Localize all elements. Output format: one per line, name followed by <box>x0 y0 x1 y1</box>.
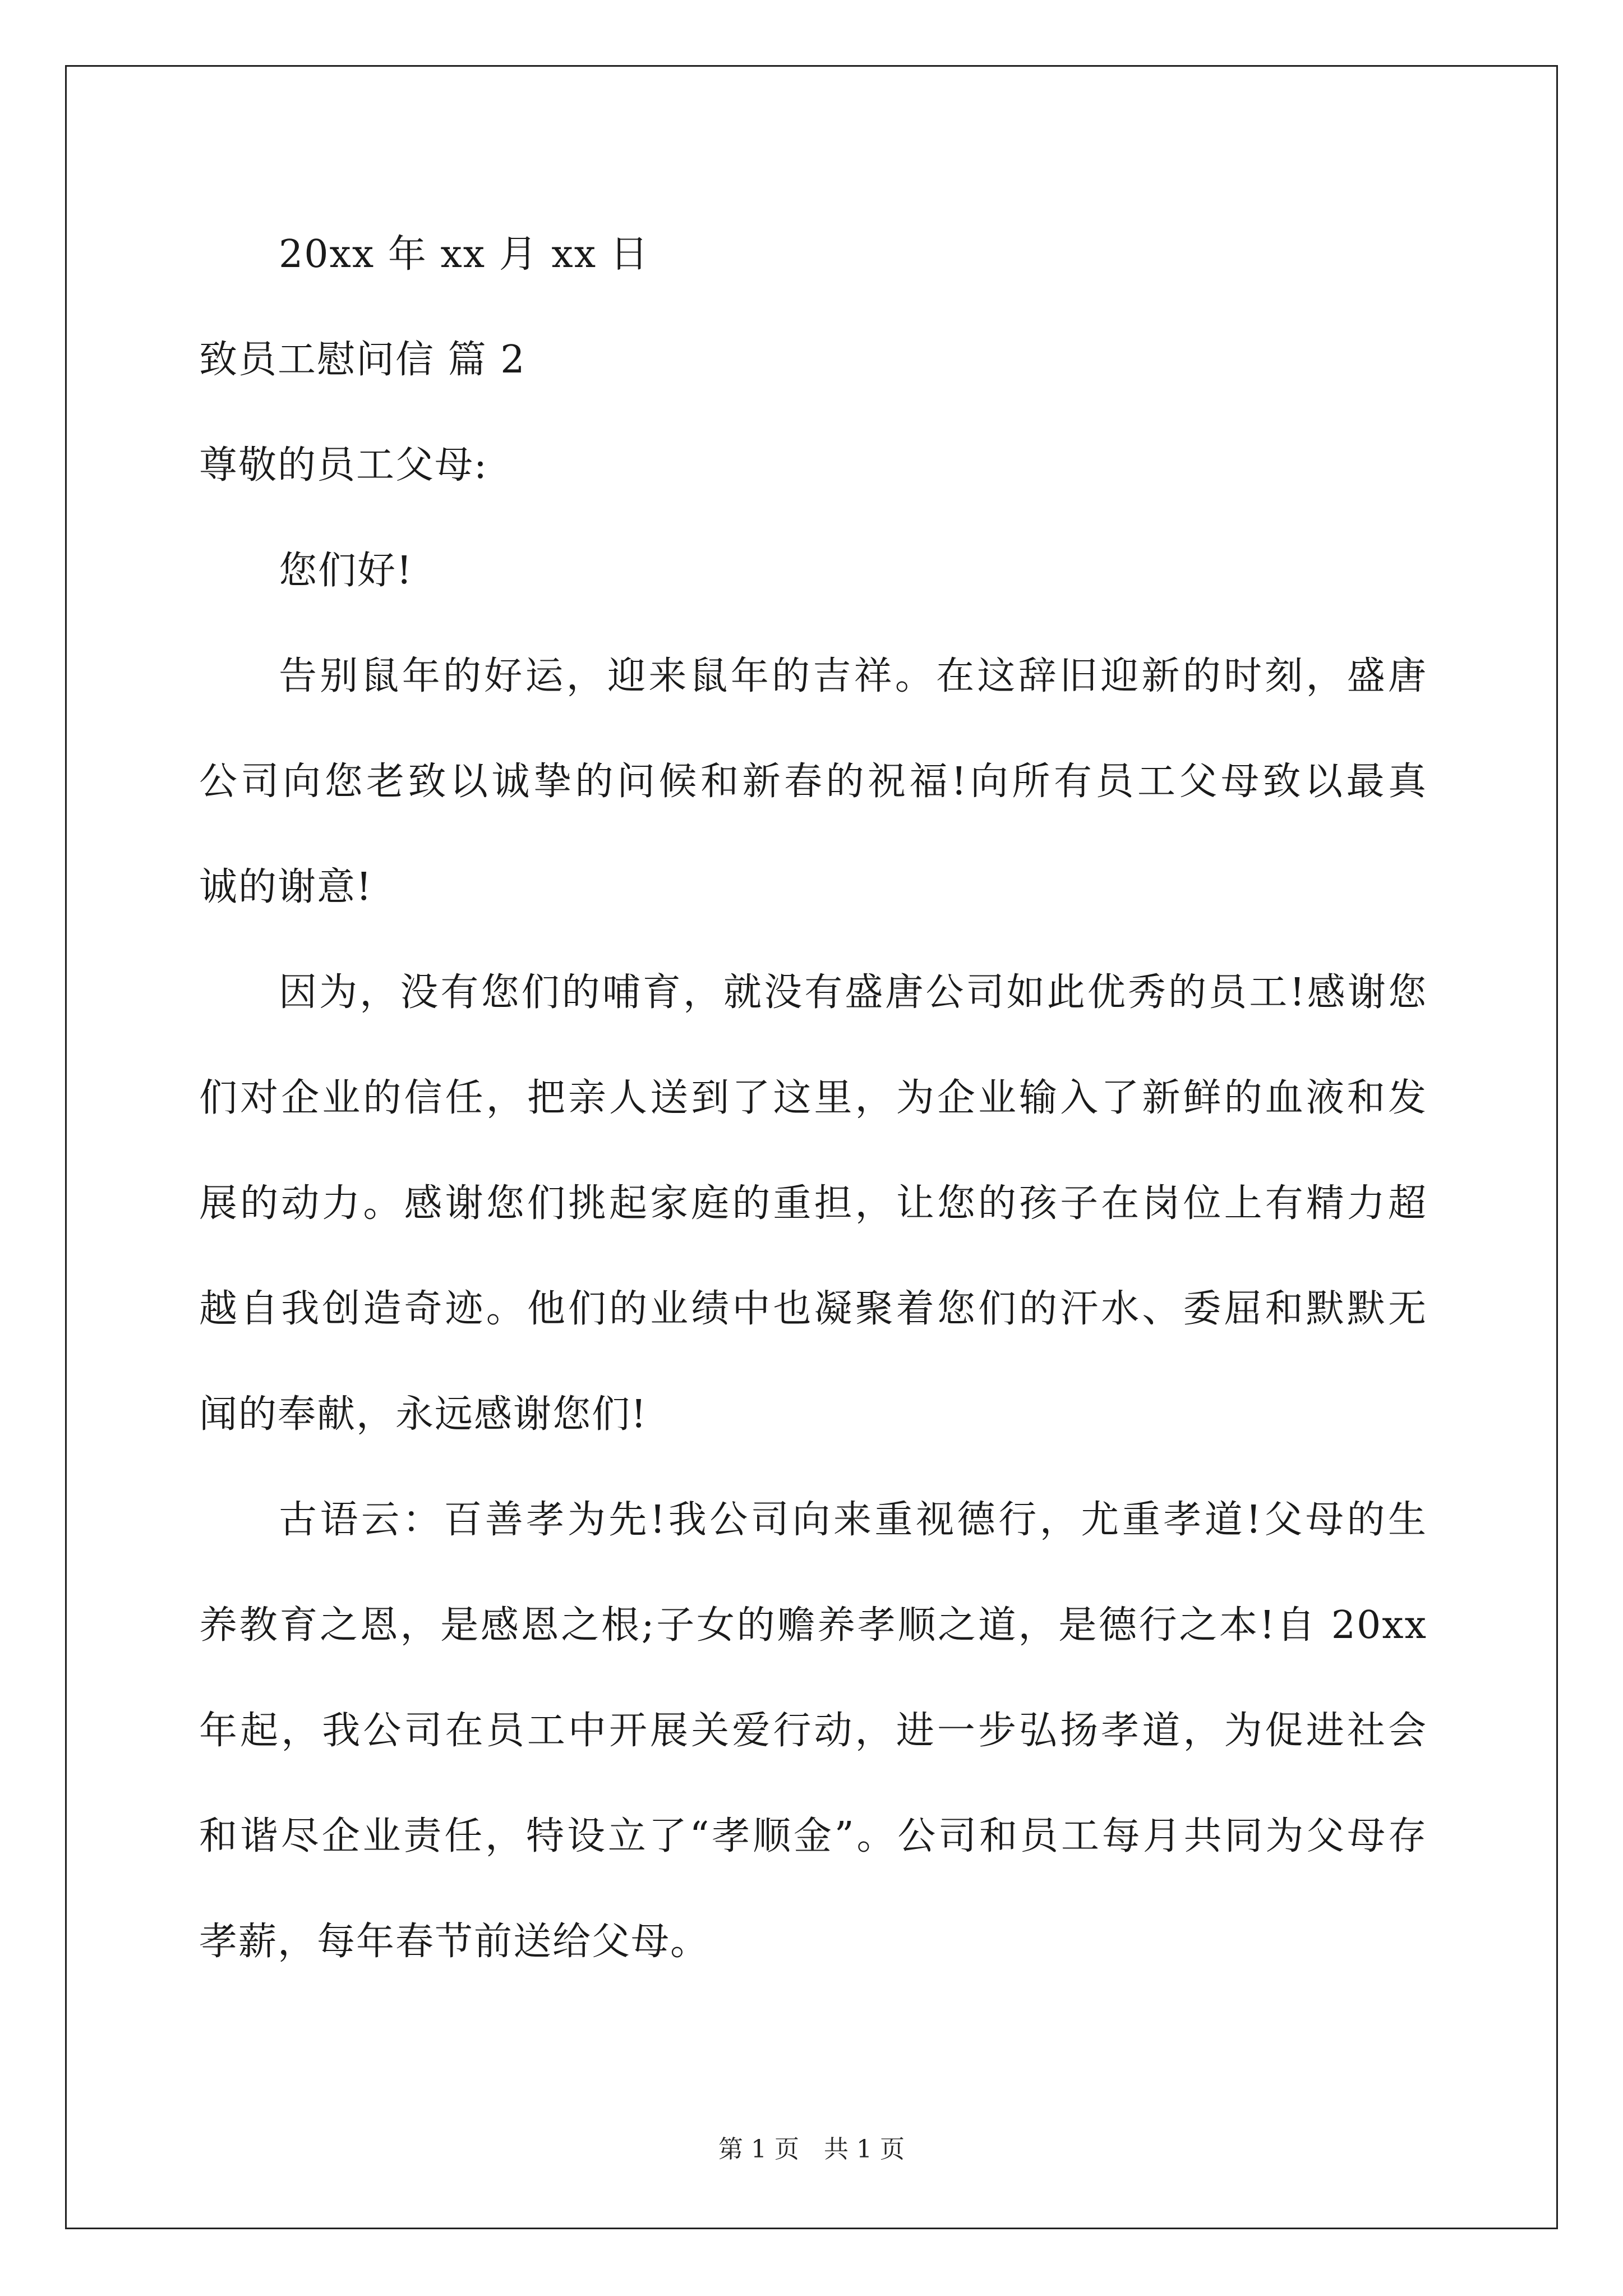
salutation: 尊敬的员工父母: <box>199 443 488 487</box>
paragraph-line: 告别鼠年的好运，迎来鼠年的吉祥。在这辞旧迎新的时刻，盛唐 <box>279 654 1427 698</box>
paragraph-line: 越自我创造奇迹。他们的业绩中也凝聚着您们的汗水、委屈和默默无 <box>199 1287 1427 1331</box>
paragraph-line: 公司向您老致以诚挚的问候和新春的祝福!向所有员工父母致以最真 <box>199 760 1427 804</box>
paragraph-line: 和谐尽企业责任，特设立了“孝顺金”。公司和员工每月共同为父母存 <box>199 1814 1427 1858</box>
page-number-footer: 第 1 页 共 1 页 <box>718 2135 905 2164</box>
paragraph-line: 因为，没有您们的哺育，就没有盛唐公司如此优秀的员工!感谢您 <box>279 970 1427 1015</box>
paragraph-3 <box>199 1467 1427 1995</box>
document-body <box>199 202 1427 1995</box>
paragraph-line: 们对企业的信任，把亲人送到了这里，为企业输入了新鲜的血液和发 <box>199 1076 1427 1120</box>
paragraph-line: 展的动力。感谢您们挑起家庭的重担，让您的孩子在岗位上有精力超 <box>199 1181 1427 1226</box>
paragraph-1 <box>199 624 1427 940</box>
paragraph-line: 孝薪，每年春节前送给父母。 <box>199 1920 710 1964</box>
letter-title: 致员工慰问信 篇 2 <box>199 338 526 382</box>
paragraph-2 <box>199 940 1427 1467</box>
paragraph-line: 诚的谢意! <box>199 865 373 909</box>
paragraph-line: 古语云：百善孝为先!我公司向来重视德行，尤重孝道!父母的生 <box>279 1498 1427 1542</box>
paragraph-line: 年起，我公司在员工中开展关爱行动，进一步弘扬孝道，为促进社会 <box>199 1709 1427 1753</box>
paragraph-line: 闻的奉献，永远感谢您们! <box>199 1392 648 1437</box>
paragraph-line: 养教育之恩，是感恩之根;子女的赡养孝顺之道，是德行之本!自 20xx <box>199 1603 1427 1648</box>
date-line: 20xx 年 xx 月 xx 日 <box>279 232 649 277</box>
greeting: 您们好! <box>279 549 413 593</box>
